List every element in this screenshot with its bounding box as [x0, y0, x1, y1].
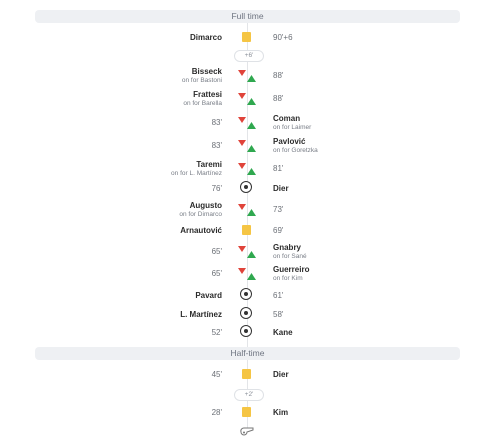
player-info [273, 400, 288, 426]
event-minute: 61' [273, 291, 284, 300]
event-minute: 28' [211, 408, 222, 417]
event-minute: 58' [273, 310, 284, 319]
event-minute: 69' [273, 226, 284, 235]
sub-in-arrow-icon [247, 75, 256, 82]
event-minute: 90'+6 [273, 33, 293, 42]
event-row[interactable] [0, 362, 500, 388]
player-name: Arnautović [180, 226, 222, 235]
full-time-banner: Full time [35, 10, 460, 23]
substitution-detail: on for Kim [273, 275, 303, 282]
whistle-icon [238, 426, 256, 438]
event-minute-box [273, 86, 283, 112]
substitution-icon [238, 243, 256, 261]
player-name: Dier [273, 370, 289, 379]
player-info [183, 86, 222, 112]
event-minute-box [212, 320, 222, 346]
player-name: Bisseck [191, 67, 222, 76]
player-name: Gnabry [273, 243, 302, 252]
sub-out-arrow-icon [238, 117, 246, 123]
yellow-card-icon [242, 369, 251, 379]
substitution-detail: on for Barella [183, 100, 222, 107]
substitution-detail: on for Laimer [273, 124, 312, 131]
player-name: Kane [273, 328, 293, 337]
event-minute: 88' [273, 94, 284, 103]
event-minute: 83' [211, 141, 222, 150]
event-minute: 45' [211, 370, 222, 379]
event-row[interactable] [0, 400, 500, 426]
event-minute-box [212, 400, 222, 426]
player-name: Kim [273, 408, 289, 417]
player-name: Frattesi [193, 90, 222, 99]
substitution-icon [238, 201, 256, 219]
event-minute: 73' [273, 205, 284, 214]
sub-out-arrow-icon [238, 93, 246, 99]
event-row[interactable] [0, 320, 500, 346]
substitution-detail: on for L. Martínez [171, 170, 222, 177]
yellow-card-icon [242, 225, 251, 235]
player-name: Pavlović [273, 137, 306, 146]
player-name: Augusto [189, 201, 222, 210]
event-row[interactable] [0, 86, 500, 112]
yellow-card-icon [242, 407, 251, 417]
substitution-detail: on for Goretzka [273, 147, 318, 154]
sub-out-arrow-icon [238, 163, 246, 169]
event-row[interactable] [0, 25, 500, 51]
substitution-icon [238, 114, 256, 132]
added-time-second-half: +6' [234, 50, 264, 62]
substitution-detail: on for Bastoni [181, 77, 222, 84]
football-icon [240, 181, 252, 193]
football-icon [240, 325, 252, 337]
added-time-first-half: +2' [234, 389, 264, 401]
player-name: Pavard [195, 291, 222, 300]
football-icon [240, 288, 252, 300]
event-minute: 65' [211, 247, 222, 256]
player-info [273, 362, 289, 388]
substitution-icon [238, 67, 256, 85]
player-name: Taremi [196, 160, 222, 169]
football-icon [240, 307, 252, 319]
event-minute: 88' [273, 71, 284, 80]
event-minute: 52' [211, 328, 222, 337]
player-info [273, 320, 293, 346]
sub-in-arrow-icon [247, 98, 256, 105]
player-name: Dier [273, 184, 289, 193]
sub-out-arrow-icon [238, 70, 246, 76]
event-minute: 76' [211, 184, 222, 193]
player-name: Coman [273, 114, 301, 123]
substitution-icon [238, 90, 256, 108]
event-minute-box [273, 25, 293, 51]
substitution-icon [238, 137, 256, 155]
sub-in-arrow-icon [247, 168, 256, 175]
sub-in-arrow-icon [247, 145, 256, 152]
sub-in-arrow-icon [247, 251, 256, 258]
half-time-banner: Half-time [35, 347, 460, 360]
substitution-detail: on for Sané [273, 253, 307, 260]
event-minute: 81' [273, 164, 284, 173]
player-info [190, 25, 222, 51]
sub-out-arrow-icon [238, 246, 246, 252]
event-minute: 83' [211, 118, 222, 127]
sub-out-arrow-icon [238, 268, 246, 274]
substitution-icon [238, 265, 256, 283]
player-name: Guerreiro [273, 265, 310, 274]
player-name: L. Martínez [180, 310, 222, 319]
yellow-card-icon [242, 32, 251, 42]
substitution-detail: on for Dimarco [179, 211, 222, 218]
sub-out-arrow-icon [238, 140, 246, 146]
player-name: Dimarco [189, 33, 222, 42]
sub-in-arrow-icon [247, 209, 256, 216]
sub-in-arrow-icon [247, 273, 256, 280]
event-minute-box [212, 362, 222, 388]
event-minute: 65' [211, 269, 222, 278]
sub-in-arrow-icon [247, 122, 256, 129]
sub-out-arrow-icon [238, 204, 246, 210]
